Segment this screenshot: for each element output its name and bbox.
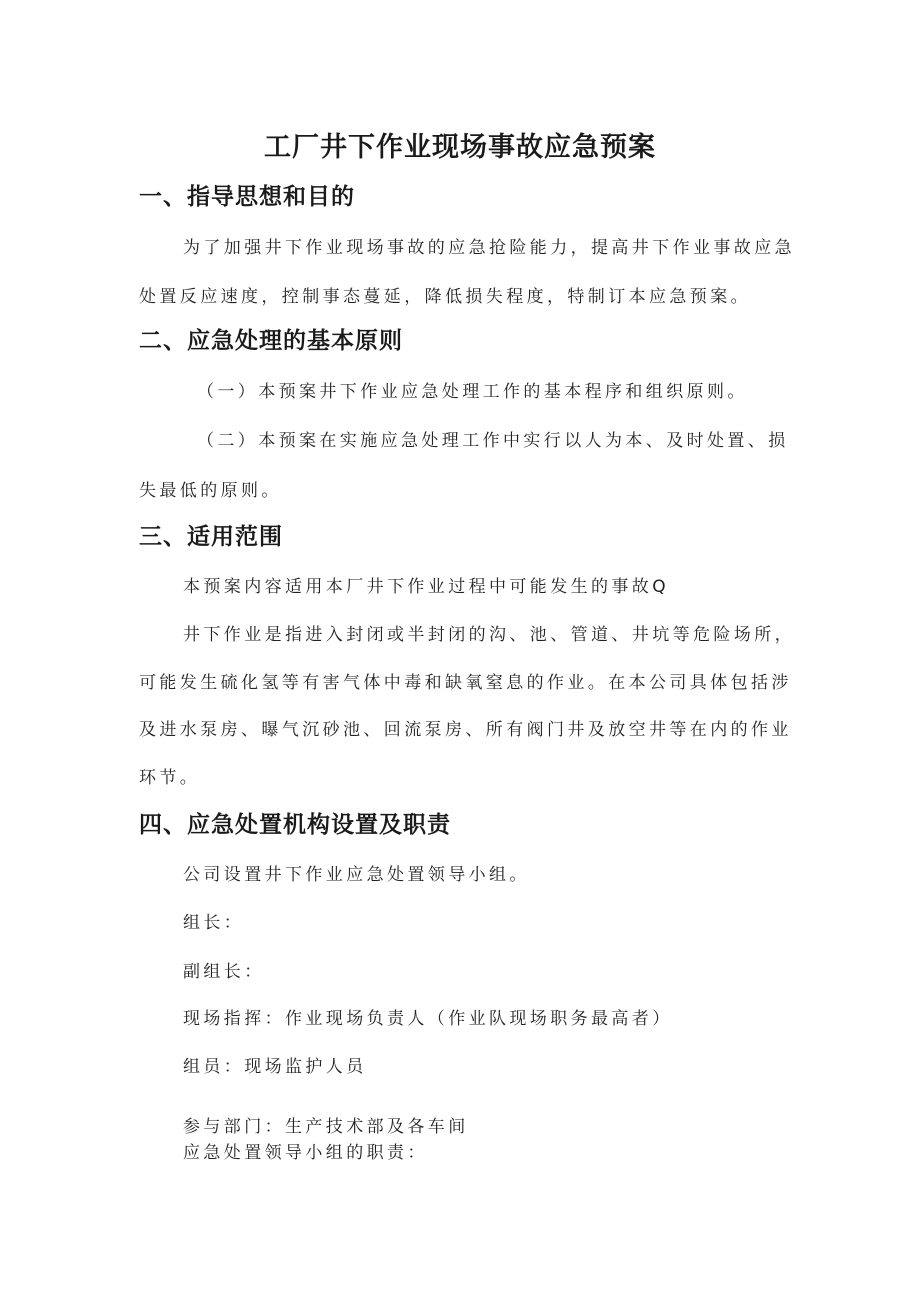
paragraph-line: 公司设置井下作业应急处置领导小组。 [183,865,530,885]
section-heading-2: 二、应急处理的基本原则 [139,328,403,354]
paragraph-line: 为了加强井下作业现场事故的应急抢险能力，提高井下作业事故应急 [183,238,795,258]
section-heading-1: 一、指导思想和目的 [139,184,355,210]
paragraph-line: 可能发生硫化氢等有害气体中毒和缺氧窒息的作业。在本公司具体包括涉 [139,673,792,693]
paragraph-line: 副组长： [183,962,265,982]
section-heading-4: 四、应急处置机构设置及职责 [139,812,451,838]
section-heading-3: 三、适用范围 [139,524,283,550]
paragraph-line: 处置反应速度，控制事态蔓延，降低损失程度，特制订本应急预案。 [139,287,751,307]
paragraph-line: 本预案内容适用本厂井下作业过程中可能发生的事故Q [183,577,669,597]
document-title: 工厂井下作业现场事故应急预案 [264,132,656,163]
paragraph-line: 井下作业是指进入封闭或半封闭的沟、池、管道、井坑等危险场所， [183,625,795,645]
paragraph-line: 组员：现场监护人员 [183,1057,367,1077]
paragraph-line: 及进水泵房、曝气沉砂池、回流泵房、所有阀门井及放空井等在内的作业 [139,720,792,740]
paragraph-line: 失最低的原则。 [139,481,282,501]
paragraph-line: 参与部门：生产技术部及各车间 [183,1117,469,1137]
paragraph-line: （二）本预案在实施应急处理工作中实行以人为本、及时处置、损 [197,431,789,451]
paragraph-line: 环节。 [139,768,201,788]
paragraph-line: 组长： [183,913,245,933]
paragraph-line: （一）本预案井下作业应急处理工作的基本程序和组织原则。 [197,382,748,402]
paragraph-line: 应急处置领导小组的职责： [183,1143,428,1163]
paragraph-line: 现场指挥：作业现场负责人（作业队现场职务最高者） [183,1009,673,1029]
